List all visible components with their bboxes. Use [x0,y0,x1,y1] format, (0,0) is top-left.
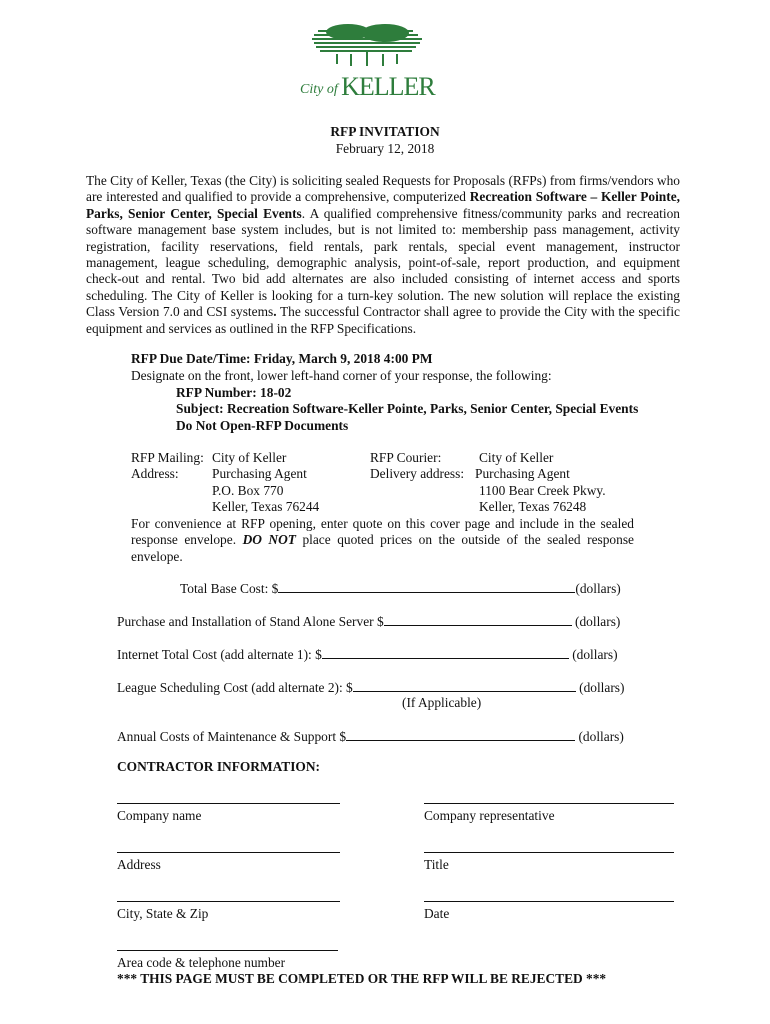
league-cost-dollars: (dollars) [579,680,625,695]
total-base-label: Total Base Cost: $ [180,581,279,596]
designate-text: Designate on the front, lower left-hand corner of your response, the following: [131,368,552,383]
courier-line-3: 1100 Bear Creek Pkwy. [479,483,606,498]
city-logo [300,22,435,102]
due-date-label: RFP Due Date/Time: [131,351,254,366]
logo-keller: KELLER [341,72,435,101]
city-state-zip-label: City, State & Zip [117,906,209,921]
rfp-number-label: RFP Number [176,385,253,400]
convenience-text-1: For convenience at RFP opening, enter quote on this cover page and include in the sealed response envelope. [131,516,634,548]
rfp-number-value: : 18-02 [252,385,292,400]
contractor-heading: CONTRACTOR INFORMATION: [117,759,320,774]
date-field[interactable] [424,901,674,902]
company-rep-label: Company representative [424,808,555,823]
rfp-subject-label: Subject: [176,401,227,416]
intro-text-2-end: . [273,304,277,320]
company-rep-field[interactable] [424,803,674,804]
date-label: Date [424,906,450,921]
mailing-line-3: P.O. Box 770 [212,483,284,498]
mailing-line-1: City of Keller [212,450,287,465]
intro-text-1: The City of Keller, Texas (the City) is soliciting sealed Requests for Proposals (RFPs) from firms/vendors who are interested and qualified to provide a comprehensive, computerized [86,173,680,205]
internet-cost-row [117,646,618,663]
server-cost-row [117,613,620,630]
server-cost-label: Purchase and Installation of Stand Alone Server $ [117,614,384,629]
rejection-warning: *** THIS PAGE MUST BE COMPLETED OR THE RFP WILL BE REJECTED *** [117,971,607,986]
league-cost-input[interactable] [353,679,576,692]
total-base-input[interactable] [278,580,575,593]
mailing-line-4: Keller, Texas 76244 [212,499,320,514]
intro-highlight: Recreation Software – Keller Pointe, Parks, Senior Center, Special Events [86,189,680,221]
courier-line-1: City of Keller [479,450,554,465]
internet-cost-dollars: (dollars) [572,647,618,662]
company-name-label: Company name [117,808,202,823]
mailing-label-2: Address: [131,466,179,481]
league-cost-label: League Scheduling Cost (add alternate 2): $ [117,680,353,695]
rfp-subject [176,401,638,417]
intro-paragraph [86,173,680,337]
company-name-field[interactable] [117,803,340,804]
phone-label: Area code & telephone number [117,955,286,970]
title-field[interactable] [424,852,674,853]
do-not-open: Do Not Open-RFP Documents [176,418,349,433]
city-state-zip-field[interactable] [117,901,340,902]
title-label: Title [424,857,449,872]
due-date-line [131,351,433,367]
convenience-do-not: DO NOT [242,532,296,548]
server-cost-input[interactable] [384,613,572,626]
intro-text-2: . A qualified comprehensive fitness/community parks and recreation software management base system includes, but is not limited to: membership pass management, activity registration, facility reservations, field rentals, park rentals, special event management, instructor management, league scheduling, demographic analysis, point-of-sale, report production, and equipment check-out and rental. Two bid add alternates are also included consisting of internet access and sports scheduling. The City of Keller is looking for a turn-key solution. The new solution will replace the existing Class Version 7.0 and CSI systems [86,205,680,320]
internet-cost-label: Internet Total Cost (add alternate 1): $ [117,647,322,662]
logo-city-of: City of [300,82,338,97]
annual-cost-dollars: (dollars) [578,729,624,744]
courier-line-4: Keller, Texas 76248 [479,499,587,514]
league-cost-row [117,679,624,696]
internet-cost-input[interactable] [322,646,569,659]
rfp-date: February 12, 2018 [335,141,435,156]
courier-line-2: Purchasing Agent [475,466,570,481]
convenience-text-2: place quoted prices on the outside of the sealed response envelope. [131,532,634,564]
annual-cost-row [117,728,624,745]
rfp-title: RFP INVITATION [330,124,440,139]
total-base-dollars: (dollars) [575,581,621,596]
due-date-value: Friday, March 9, 2018 4:00 PM [253,351,433,366]
rfp-number [176,385,291,401]
server-cost-dollars: (dollars) [575,614,621,629]
annual-cost-input[interactable] [346,728,575,741]
if-applicable: (If Applicable) [402,695,482,710]
address-label: Address [117,857,161,872]
phone-field[interactable] [117,950,338,951]
mailing-label-1: RFP Mailing: [131,450,204,465]
mailing-line-2: Purchasing Agent [212,466,307,481]
intro-text-3: The successful Contractor shall agree to provide the City with the specific equipment and services as outlined in the RFP Specifications. [86,304,680,336]
convenience-paragraph [131,516,634,565]
total-base-cost-row [180,580,621,597]
annual-cost-label: Annual Costs of Maintenance & Support $ [117,729,347,744]
courier-label-2: Delivery address: [370,466,465,481]
address-field[interactable] [117,852,340,853]
courier-label-1: RFP Courier: [370,450,442,465]
rfp-subject-value: Recreation Software-Keller Pointe, Parks, Senior Center, Special Events [226,401,639,416]
